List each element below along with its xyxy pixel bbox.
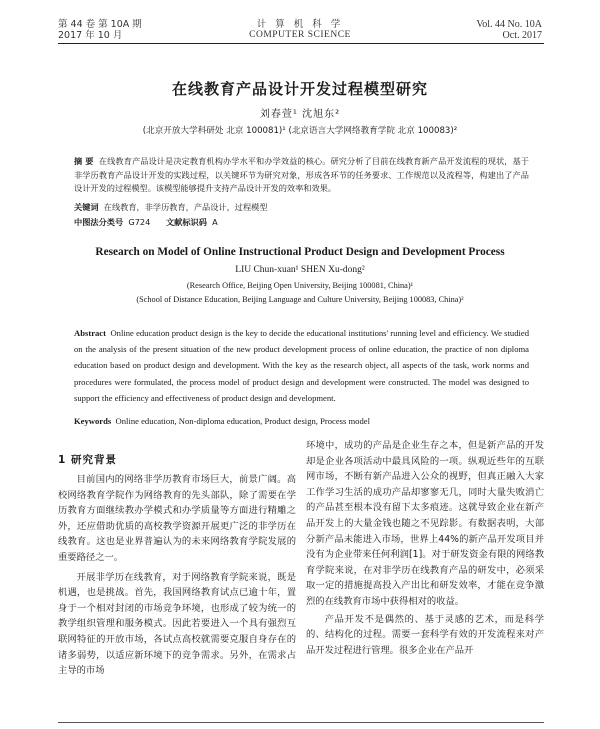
volume-issue: 第 44 卷 第 10A 期 bbox=[58, 19, 142, 30]
journal-volume-en bbox=[476, 19, 542, 41]
journal-name-en: COMPUTER SCIENCE bbox=[249, 30, 351, 40]
authors-en: LIU Chun-xuan¹ SHEN Xu-dong² bbox=[235, 265, 365, 275]
doc-code-label: 文献标识码 bbox=[165, 217, 207, 227]
affiliation-en-1: (Research Office, Beijing Open University, Beijing 100081, China)¹ bbox=[186, 281, 414, 290]
keywords-en bbox=[74, 415, 529, 428]
body-paragraph: 产品开发不是偶然的、基于灵感的艺术，而是科学的、结构化的过程。需要一套科学有效的开发流程来对产品开发过程进行管理。很多企业在产品开 bbox=[306, 613, 544, 656]
journal-volume bbox=[58, 19, 142, 41]
authors-cn: 刘春萱¹ 沈旭东² bbox=[259, 109, 341, 120]
doc-code-value: A bbox=[212, 217, 218, 227]
keywords-en-label: Keywords bbox=[74, 416, 112, 426]
abstract-en-label: Abstract bbox=[74, 328, 106, 338]
journal-name bbox=[200, 19, 400, 41]
keywords-cn bbox=[74, 201, 529, 214]
clc-value: G724 bbox=[128, 217, 151, 227]
abstract-cn-label: 摘 要 bbox=[74, 156, 94, 166]
issue-date-en: Oct. 2017 bbox=[502, 30, 542, 41]
body-paragraph: 环境中，成功的产品是企业生存之本，但是新产品的开发却是企业各项活动中最具风险的一项。纵观近些年的互联网市场，不断有新产品进入公众的视野，但真正融入大家工作学习生活的成功产品却寥寥无几，同时大量失败消亡的产品甚至根本没有留下太多痕迹。这就导致企业在新产品开发上的大量金钱也随之不见踪影。有数据表明，大部分新产品未能进入市场，世界上44%的新产品开发项目并没有为企业带来任何利润[1]。对于研发资金有限的网络教育学院来说，在对非学历在线教育产品的研发中，必须采取一定的措施提高投入产出比和研发效率，才能在竞争激烈的在线教育市场中获得相对的收益。 bbox=[306, 440, 544, 607]
paper-title-en: Research on Model of Online Instructional Product Design and Development Process bbox=[95, 246, 505, 258]
journal-name-cn: 计 算 机 科 学 bbox=[256, 19, 344, 30]
abstract-cn-text: 在线教育产品设计是决定教育机构办学水平和办学效益的核心。研究分析了目前在线教育新产品开发流程的现状，基于非学历教育产品设计开发的实践过程，以关键环节为研究对象，形成各环节的任务要求、工作规范以及流程等，构建出了产品设计开发的过程模型。该模型能够提升支持产品设计开发的效率和效果。 bbox=[74, 156, 529, 193]
body-paragraph: 开展非学历在线教育，对于网络教育学院来说，既是机遇，也是挑战。首先，我国网络教育试点已逾十年，置身于一个相对封闭的市场竞争环境，也形成了较为统一的教学组织管理和服务模式。因此若要进入一个具有强烈互联网特征的开放市场，各试点高校就需要克服自身存在的诸多弱势，以适应新环境下的竞争需求。另外，在需求占主导的市场 bbox=[58, 571, 296, 677]
affiliation-cn: (北京开放大学科研处 北京 100081)¹ (北京语言大学网络教育学院 北京 100083)² bbox=[142, 126, 458, 136]
section-heading: 1 研究背景 bbox=[58, 454, 117, 466]
keywords-en-text: Online education, Non-diploma education, Product design, Process model bbox=[115, 416, 370, 426]
abstract-en bbox=[74, 325, 529, 406]
body-column-left bbox=[58, 472, 296, 718]
paper-title-cn: 在线教育产品设计开发过程模型研究 bbox=[171, 80, 428, 98]
keywords-cn-label: 关键词 bbox=[74, 202, 99, 212]
classification bbox=[74, 216, 529, 229]
abstract-cn bbox=[74, 155, 529, 196]
affiliation-en-2: (School of Distance Education, Beijing Language and Culture University, Beijing 100083, China)² bbox=[136, 295, 464, 304]
issue-date: 2017 年 10 月 bbox=[58, 30, 123, 41]
header-rule bbox=[58, 43, 544, 44]
volume-issue-en: Vol. 44 No. 10A bbox=[476, 19, 542, 30]
abstract-en-text: Online education product design is the key to decide the educational institutions' running level and efficiency. We studied on the analysis of the present situation of the new product development process of online education, the practice of non diploma education based on product design and development. With the key as the research object, all aspects of the task, work norms and procedures were formulated, the process model of product design and development were constructed. The model was designed to support the efficiency and effectiveness of product design and development. bbox=[74, 328, 529, 403]
body-column-right bbox=[306, 438, 544, 720]
clc-label: 中图法分类号 bbox=[74, 217, 124, 227]
body-paragraph: 目前国内的网络非学历教育市场巨大，前景广阔。高校网络教育学院作为网络教育的先头部队，除了需要在学历教育方面继续教办学模式和办学质量等方面进行精雕之外，还应借助优质的高校教学资源开展更广泛的非学历在线教育。这也是业界普遍认为的未来网络教育学院发展的重要路径之一。 bbox=[58, 474, 296, 563]
keywords-cn-text: 在线教育，非学历教育，产品设计，过程模型 bbox=[103, 202, 268, 212]
footnote-rule bbox=[58, 722, 544, 723]
